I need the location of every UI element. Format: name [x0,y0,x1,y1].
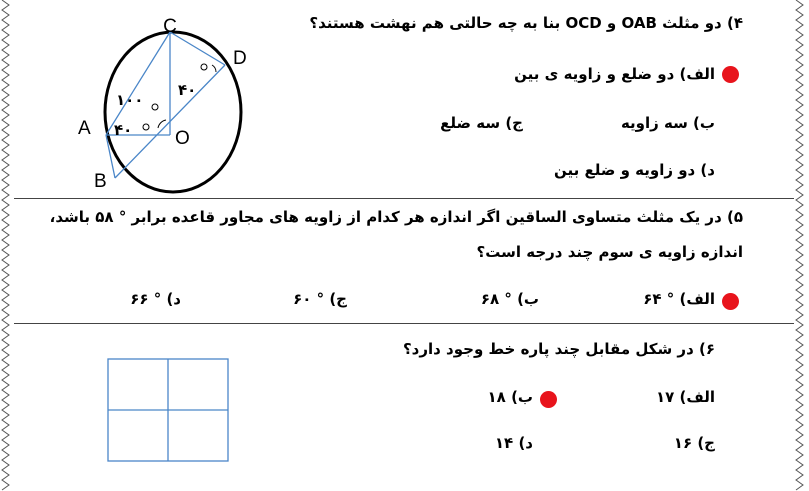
q6-option-dal[interactable]: د) ۱۴ [494,434,533,452]
q4-question: ۴) دو مثلث OAB و OCD بنا به چه حالتی هم نهشت هستند؟ [309,14,743,32]
q6-option-be[interactable]: ب) ۱۸ [487,388,533,406]
q6-selected-dot[interactable] [540,391,557,408]
q4-selected-dot[interactable] [722,66,739,83]
q6-option-jim[interactable]: ج) ۱۶ [673,434,715,452]
q4-option-be[interactable]: ب) سه زاویه [620,114,715,132]
label-d: D [233,48,247,69]
label-c: C [163,16,177,37]
label-b: B [94,171,107,192]
q6-grid-figure [106,357,230,463]
q6-question: ۶) در شکل مقابل چند پاره خط وجود دارد؟ [402,340,715,358]
q6-option-alef[interactable]: الف) ۱۷ [655,388,715,406]
section-divider-bottom [14,323,794,324]
angle-100: ۱۰۰ [116,91,144,109]
q4-circle-figure [70,10,340,208]
q5-option-dal[interactable]: د) ° ۶۶ [130,290,181,308]
q5-option-jim[interactable]: ج) ° ۶۰ [293,290,347,308]
q5-option-be[interactable]: ب) ° ۶۸ [480,290,539,308]
q4-option-alef[interactable]: الف) دو ضلع و زاویه ی بین [514,65,715,83]
right-zigzag-border [794,0,806,491]
label-a: A [78,118,91,139]
left-zigzag-border [0,0,12,491]
q5-option-alef[interactable]: الف) ° ۶۴ [643,290,715,308]
q5-question-line1: ۵) در یک مثلث متساوی الساقین اگر اندازه هر کدام از زاویه های مجاور قاعده برابر ° ۵۸ باشد، [49,208,743,226]
q5-selected-dot[interactable] [722,293,739,310]
q4-option-dal[interactable]: د) دو زاویه و ضلع بین [554,161,715,179]
label-o: O [175,128,190,149]
angle-40-bottom: ۴۰ [114,121,133,139]
angle-40-top: ۴۰ [178,81,197,99]
q4-option-jim[interactable]: ج) سه ضلع [440,114,523,132]
segment-ac [106,32,170,135]
q5-question-line2: اندازه زاویه ی سوم چند درجه است؟ [476,243,743,261]
